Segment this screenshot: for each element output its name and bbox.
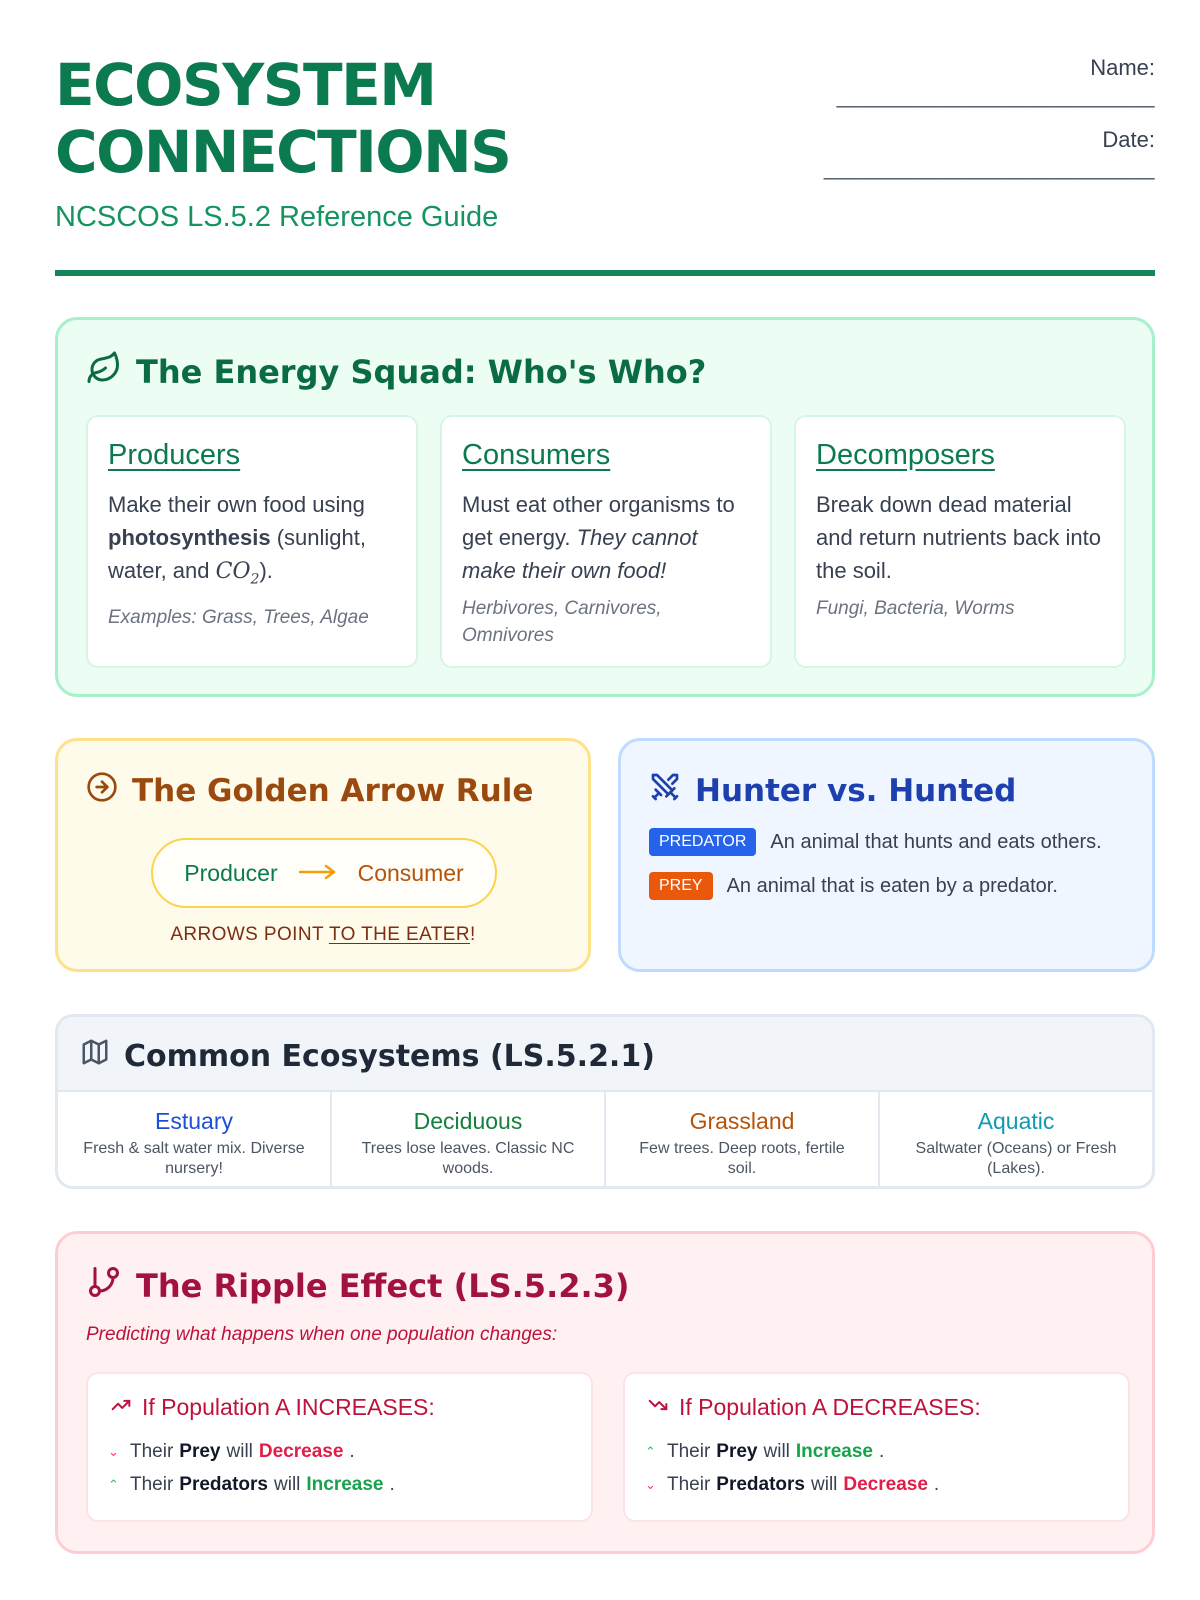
producers-text xyxy=(108,488,396,596)
ecosystem-aquatic xyxy=(880,1092,1152,1187)
estuary-desc: Fresh & salt water mix. Diverse nursery! xyxy=(83,1140,305,1177)
trend-down-icon xyxy=(645,1394,671,1421)
golden-arrow-section xyxy=(55,738,591,972)
chevron-up-icon: ⌃ xyxy=(108,1477,119,1492)
prey-text: An animal that is eaten by a predator. xyxy=(726,874,1058,897)
golden-arrow-heading xyxy=(86,771,533,811)
arrow-circle-icon xyxy=(86,771,118,811)
ecosystems-header xyxy=(58,1017,1152,1092)
producers-text-b: (sunlight, water, and xyxy=(108,525,366,583)
consumers-text-a: Must eat other organisms to get energy. xyxy=(462,492,735,550)
ripple-effect-section xyxy=(55,1231,1155,1554)
page-subtitle: NCSCOS LS.5.2 Reference Guide xyxy=(55,201,499,233)
dec-pred-mid: will xyxy=(811,1474,838,1495)
ecosystem-estuary xyxy=(58,1092,332,1187)
inc-pred-end: . xyxy=(389,1474,395,1495)
dec-prey-effect: Increase xyxy=(795,1441,874,1462)
inc-prey-end: . xyxy=(349,1441,355,1462)
deciduous-name: Deciduous xyxy=(413,1108,523,1134)
consumers-italic: They cannot make their own food! xyxy=(462,525,698,583)
producers-title: Producers xyxy=(108,439,241,471)
note-underlined: TO THE EATER xyxy=(328,924,470,945)
decomposers-text: Break down dead material and return nutrients back into the soil. xyxy=(816,492,1101,583)
hunter-title: Hunter vs. Hunted xyxy=(695,773,1017,809)
inc-pred-pre: Their xyxy=(130,1474,174,1495)
crossed-swords-icon xyxy=(649,771,681,811)
decrease-predator-line xyxy=(645,1468,1108,1501)
pill-producer: Producer xyxy=(184,859,278,886)
pill-consumer: Consumer xyxy=(357,859,464,886)
dec-pred-word: Predators xyxy=(716,1474,805,1495)
trend-up-icon xyxy=(108,1394,134,1421)
map-icon xyxy=(80,1037,110,1075)
energy-squad-title: The Energy Squad: Who's Who? xyxy=(136,353,707,391)
name-line: _________________________ xyxy=(836,83,1155,108)
consumers-title: Consumers xyxy=(462,439,611,471)
consumers-card xyxy=(440,415,772,668)
increase-heading xyxy=(108,1394,571,1421)
decrease-title: If Population A DECREASES: xyxy=(679,1394,981,1420)
increase-prey-line xyxy=(108,1435,571,1468)
decomposers-card xyxy=(794,415,1126,668)
inc-prey-word: Prey xyxy=(179,1441,221,1462)
date-line: __________________________ xyxy=(823,155,1155,180)
leaf-icon xyxy=(86,350,122,394)
dec-prey-word: Prey xyxy=(716,1441,758,1462)
grassland-desc: Few trees. Deep roots, fertile soil. xyxy=(639,1140,845,1177)
ripple-heading xyxy=(86,1264,630,1308)
decomposers-title: Decomposers xyxy=(816,439,995,471)
decrease-heading xyxy=(645,1394,1108,1421)
dec-prey-mid: will xyxy=(763,1441,790,1462)
ecosystems-title: Common Ecosystems (LS.5.2.1) xyxy=(124,1038,655,1074)
inc-prey-mid: will xyxy=(226,1441,253,1462)
ripple-title: The Ripple Effect (LS.5.2.3) xyxy=(136,1267,630,1305)
predator-definition xyxy=(649,828,1102,856)
ecosystems-row xyxy=(58,1092,1152,1187)
increase-title: If Population A INCREASES: xyxy=(142,1394,435,1420)
predator-badge: PREDATOR xyxy=(649,828,756,856)
co2-formula xyxy=(215,559,260,588)
ripple-intro: Predicting what happens when one population changes: xyxy=(86,1324,558,1345)
golden-arrow-note xyxy=(58,924,588,946)
energy-squad-section xyxy=(55,317,1155,697)
decrease-prey-line xyxy=(645,1435,1108,1468)
prey-badge: PREY xyxy=(649,872,713,900)
inc-pred-word: Predators xyxy=(179,1474,268,1495)
ripple-cards xyxy=(86,1372,1130,1522)
note-prefix: ARROWS POINT xyxy=(170,924,329,945)
deciduous-desc: Trees lose leaves. Classic NC woods. xyxy=(361,1140,575,1177)
dec-pred-effect: Decrease xyxy=(843,1474,928,1495)
increase-card xyxy=(86,1372,593,1522)
hunter-hunted-section xyxy=(618,738,1155,972)
energy-cards xyxy=(86,415,1126,668)
note-suffix: ! xyxy=(469,924,476,945)
right-arrow-icon xyxy=(298,860,338,887)
producers-text-a: Make their own food using xyxy=(108,492,365,517)
dec-prey-end: . xyxy=(879,1441,885,1462)
ecosystems-section xyxy=(55,1014,1155,1189)
inc-pred-effect: Increase xyxy=(306,1474,384,1495)
co2-sub: 2 xyxy=(250,571,260,588)
chevron-down-icon: ⌄ xyxy=(108,1444,119,1459)
date-label: Date: xyxy=(1102,127,1155,152)
aquatic-name: Aquatic xyxy=(977,1108,1055,1134)
chevron-up-icon: ⌃ xyxy=(645,1444,656,1459)
dec-prey-pre: Their xyxy=(667,1441,711,1462)
ecosystems-heading xyxy=(80,1037,655,1075)
prey-definition xyxy=(649,872,1058,900)
name-label: Name: xyxy=(1090,55,1155,80)
title-line-1: ECOSYSTEM xyxy=(55,51,436,119)
branch-icon xyxy=(86,1264,122,1308)
dec-pred-pre: Their xyxy=(667,1474,711,1495)
predator-text: An animal that hunts and eats others. xyxy=(770,830,1102,853)
ecosystem-grassland xyxy=(606,1092,880,1187)
inc-prey-pre: Their xyxy=(130,1441,174,1462)
energy-squad-heading xyxy=(86,350,706,394)
golden-arrow-title: The Golden Arrow Rule xyxy=(132,773,534,809)
chevron-down-icon: ⌄ xyxy=(645,1477,656,1492)
hunter-heading xyxy=(649,771,1016,811)
increase-predator-line xyxy=(108,1468,571,1501)
producer-consumer-pill xyxy=(151,838,497,908)
aquatic-desc: Saltwater (Oceans) or Fresh (Lakes). xyxy=(915,1140,1117,1177)
consumers-text xyxy=(462,488,750,587)
producers-card xyxy=(86,415,418,668)
decrease-card xyxy=(623,1372,1130,1522)
producers-examples: Examples: Grass, Trees, Algae xyxy=(108,607,369,629)
consumers-examples: Herbivores, Carnivores, Omnivores xyxy=(462,598,662,646)
dec-pred-end: . xyxy=(933,1474,940,1495)
inc-pred-mid: will xyxy=(274,1474,301,1495)
inc-prey-effect: Decrease xyxy=(258,1441,344,1462)
estuary-name: Estuary xyxy=(155,1108,233,1134)
worksheet-page xyxy=(55,0,1155,1495)
producers-text-c: ). xyxy=(259,558,273,583)
decomposers-examples: Fungi, Bacteria, Worms xyxy=(816,598,1015,619)
page-title xyxy=(55,52,510,186)
ecosystem-deciduous xyxy=(332,1092,606,1187)
co2-base: CO xyxy=(215,559,251,584)
producers-bold: photosynthesis xyxy=(108,525,271,550)
title-line-2: CONNECTIONS xyxy=(55,118,511,186)
name-date-block xyxy=(824,55,1155,199)
header xyxy=(55,0,1155,276)
grassland-name: Grassland xyxy=(689,1108,795,1134)
